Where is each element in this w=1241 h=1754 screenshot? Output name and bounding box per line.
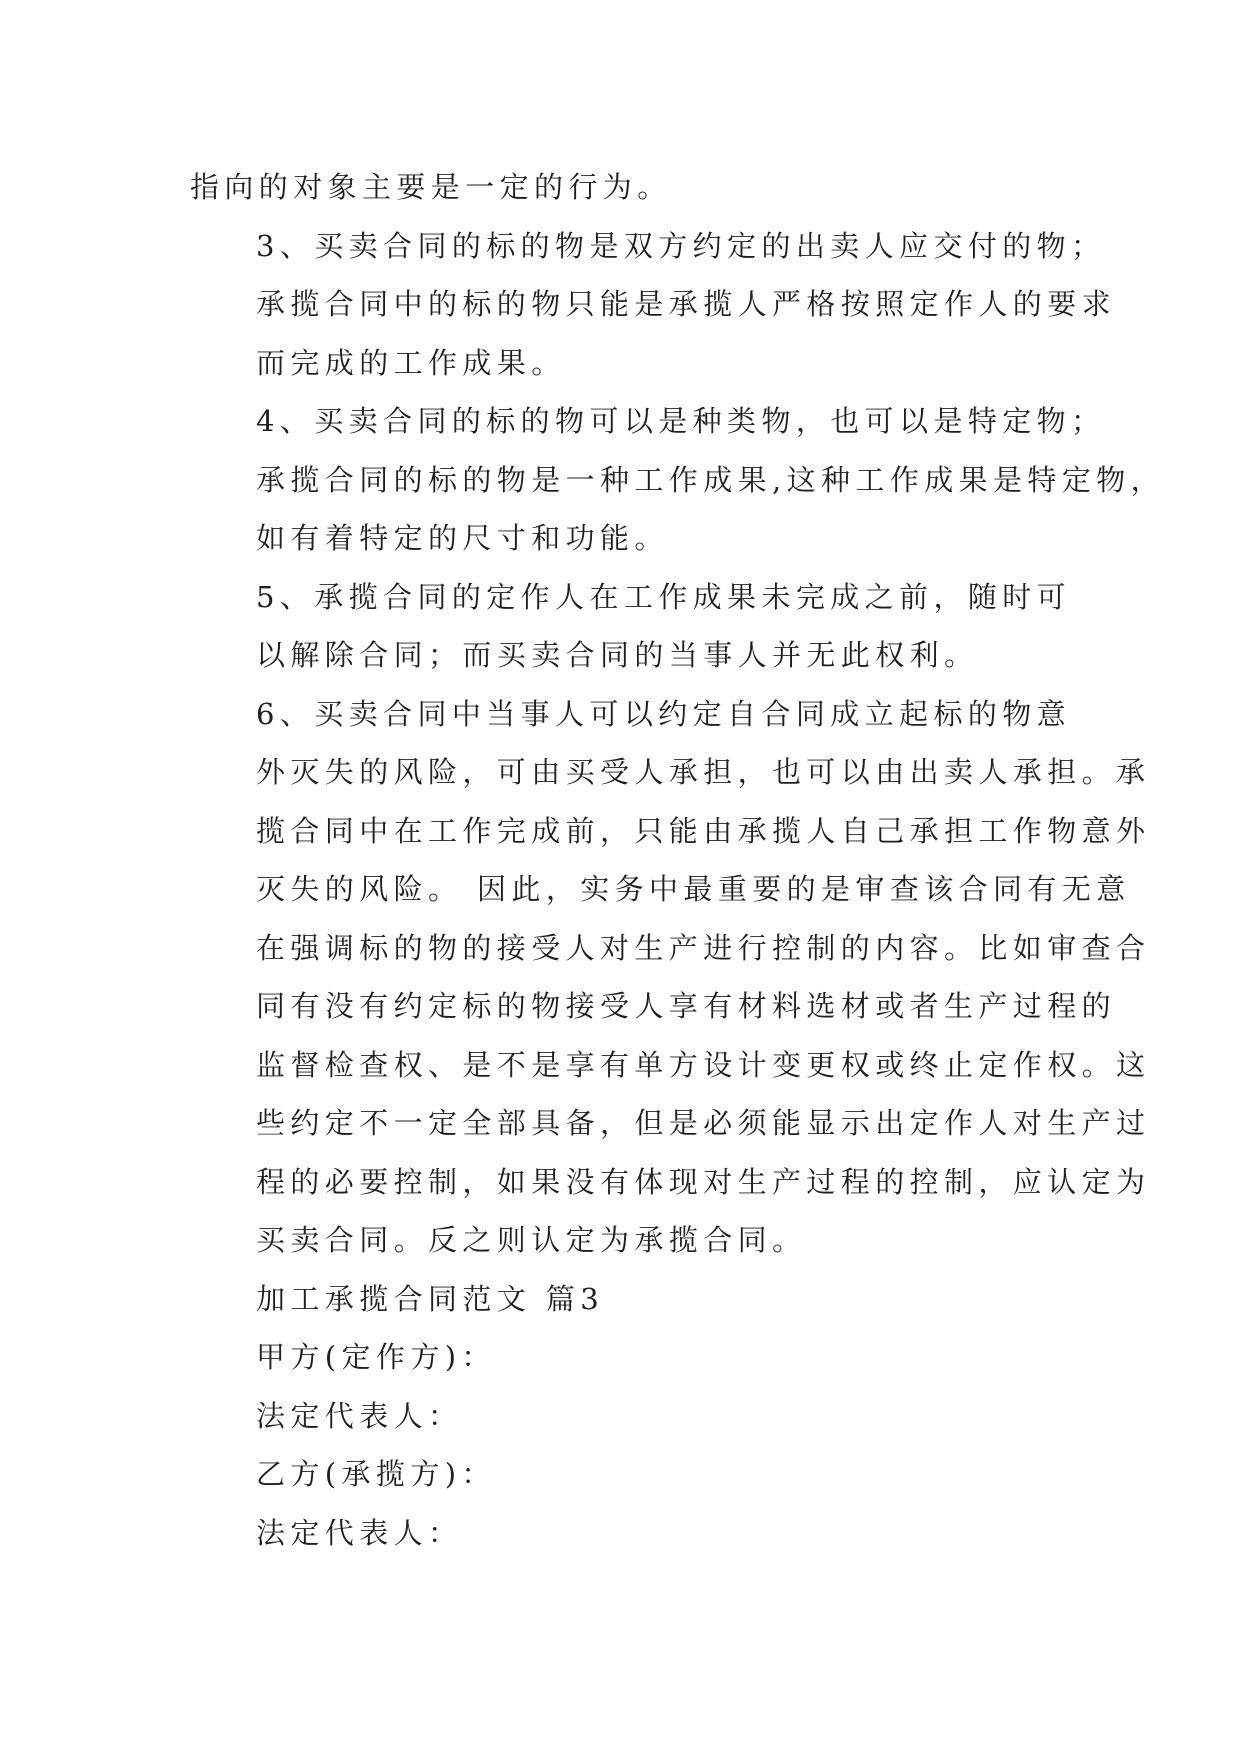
text-line: 承揽合同中的标的物只能是承揽人严格按照定作人的要求 xyxy=(256,287,1117,321)
party-a-representative-label xyxy=(190,1387,1060,1446)
paragraph-continuation xyxy=(190,158,1060,217)
document-body xyxy=(190,158,1166,1562)
text-line: 买卖合同。反之则认定为承揽合同。 xyxy=(256,1223,807,1257)
text-line: 如有着特定的尺寸和功能。 xyxy=(256,521,669,555)
text-line: 4、买卖合同的标的物可以是种类物，也可以是特定物； xyxy=(256,404,1106,438)
paragraph-point-6 xyxy=(190,685,1151,1270)
text-line: 外灭失的风险，可由买受人承担，也可以由出卖人承担。承 xyxy=(256,755,1151,789)
text-line: 些约定不一定全部具备，但是必须能显示出定作人对生产过 xyxy=(256,1106,1151,1140)
text-line: 承揽合同的标的物是一种工作成果,这种工作成果是特定物， xyxy=(256,462,1166,497)
text-line: 同有没有约定标的物接受人享有材料选材或者生产过程的 xyxy=(256,989,1117,1023)
text-line: 在强调标的物的接受人对生产进行控制的内容。比如审查合 xyxy=(256,930,1151,965)
text-line: 揽合同中在工作完成前，只能由承揽人自己承担工作物意外 xyxy=(256,813,1151,848)
text-line: 监督检查权、是不是享有单方设计变更权或终止定作权。这 xyxy=(256,1047,1151,1082)
section-heading xyxy=(190,1270,1060,1329)
party-b-label xyxy=(190,1445,1060,1504)
text-line: 乙方(承揽方)： xyxy=(256,1457,496,1491)
text-line: 甲方(定作方)： xyxy=(256,1340,496,1374)
paragraph-point-5 xyxy=(190,568,1072,685)
text-line: 灭失的风险。 因此，实务中最重要的是审查该合同有无意 xyxy=(256,872,1131,906)
text-line: 3、买卖合同的标的物是双方约定的出卖人应交付的物； xyxy=(256,228,1106,263)
paragraph-point-3 xyxy=(190,217,1117,393)
party-b-representative-label xyxy=(190,1504,1060,1563)
text-line: 法定代表人： xyxy=(256,1398,463,1433)
text-line: 5、承揽合同的定作人在工作成果未完成之前，随时可 xyxy=(256,579,1072,614)
text-line: 法定代表人： xyxy=(256,1515,463,1550)
text-line: 6、买卖合同中当事人可以约定自合同成立起标的物意 xyxy=(256,696,1072,731)
paragraph-point-4 xyxy=(190,392,1166,568)
text-line: 指向的对象主要是一定的行为。 xyxy=(190,170,672,204)
text-line: 而完成的工作成果。 xyxy=(256,345,566,380)
text-line: 以解除合同；而买卖合同的当事人并无此权利。 xyxy=(256,638,979,672)
text-line: 程的必要控制，如果没有体现对生产过程的控制，应认定为 xyxy=(256,1164,1151,1199)
party-a-label xyxy=(190,1328,1060,1387)
text-line: 加工承揽合同范文 篇3 xyxy=(256,1281,605,1316)
